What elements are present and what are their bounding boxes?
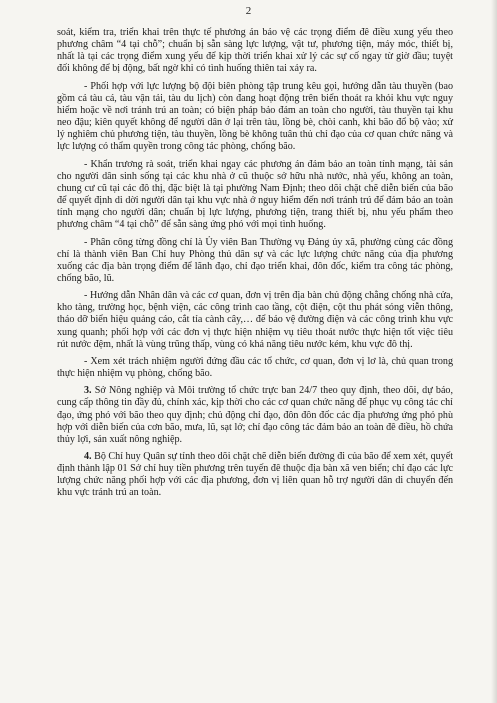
paragraph (57, 290, 453, 351)
paragraph (57, 159, 453, 232)
section-number: 4. (84, 451, 92, 462)
paragraph (57, 81, 453, 154)
paragraph-text: soát, kiểm tra, triển khai trên thực tế phương án bảo vệ các trọng điểm đê điều xung yếu theo phương châm “4 tại chỗ”; chuẩn bị sẵn sàng lực lượng, vật tư, phương tiện, máy móc, thiết bị, nhất là tại các trọng điểm xung yếu để kịp thời triển khai xử lý các sự cố ngay từ giờ đầu; tuyệt đối không để bị động, bất ngờ khi có tình huống thiên tai xảy ra. (57, 27, 453, 75)
paragraph-text: - Xem xét trách nhiệm người đứng đầu các tổ chức, cơ quan, đơn vị lơ là, chủ quan trong thực hiện nhiệm vụ phòng, chống bão. (57, 355, 453, 380)
paragraph (57, 356, 453, 380)
paragraph-text: Bộ Chỉ huy Quân sự tỉnh theo dõi chặt chẽ diễn biến đường đi của bão để xem xét, quyết định thành lập 01 Sở chỉ huy tiền phương trên tuyến đê thuộc địa bàn xã ven biển; chỉ đạo các lực lượng chức năng phối hợp với các địa phương, đơn vị liên quan hỗ trợ người dân di chuyển đến khu vực tránh trú an toàn. (57, 451, 453, 499)
numbered-paragraph (57, 385, 453, 446)
document-body (57, 27, 453, 505)
section-number: 3. (84, 385, 92, 397)
paragraph-text: - Hướng dẫn Nhân dân và các cơ quan, đơn vị trên địa bàn chủ động chằng chống nhà cửa, kho tàng, trường học, bệnh viện, các công trình cao tầng, cột điện, cột thu phát sóng viễn thông, tháo dỡ biển hiệu quảng cáo, cắt tỉa cành cây,… để bảo vệ đường điện và các công trình khu vực xung quanh; phối hợp với các đơn vị thực hiện nhiệm vụ tiêu thoát nước thực hiện tốt việc tiêu rút nước đệm, nhất là vùng trũng thấp, vùng có khả năng tiêu nước kém, khu vực đô thị. (57, 290, 453, 350)
numbered-paragraph (57, 451, 453, 500)
page-edge-shadow (491, 0, 497, 703)
paragraph-text: - Phân công từng đồng chí là Ủy viên Ban Thường vụ Đảng ủy xã, phường cùng các đồng chí là thành viên Ban Chỉ huy Phòng thủ dân sự và các lực lượng chức năng của địa phương xuống các địa bàn trọng điểm để lãnh đạo, chỉ đạo triển khai, đôn đốc, kiểm tra công tác phòng, chống bão, lũ. (57, 236, 453, 284)
paragraph-text: Sở Nông nghiệp và Môi trường tổ chức trực ban 24/7 theo quy định, theo dõi, dự báo, cung cấp thông tin đầy đủ, chính xác, kịp thời cho các cơ quan chức năng để phục vụ công tác chỉ đạo, ứng phó với bão theo quy định; chủ động chỉ đạo, đôn đôn đốc các địa phương ứng phó phù hợp với diễn biến của cơn bão, mưa, lũ, sạt lở; chỉ đạo công tác đảm bảo an toàn đê điều, hồ chứa thủy lợi, sản xuất nông nghiệp. (57, 385, 453, 445)
paragraph (57, 27, 453, 76)
paragraph (57, 237, 453, 286)
paragraph-text: - Khẩn trương rà soát, triển khai ngay các phương án đảm bảo an toàn tính mạng, tài sản cho người dân sinh sống tại các khu nhà ở cũ thuộc sở hữu nhà nước, nhà yếu, không an toàn, chung cư cũ tại các đô thị, đặc biệt là tại phường Nam Định; theo dõi chặt chẽ diễn biến của bão để quyết định di dời người dân tại khu vực nhà ở nguy hiểm đến nơi tránh trú để đảm bảo an toàn tính mạng cho người dân; chuẩn bị lực lượng, phương tiện, trang thiết bị, nhu yếu phẩm theo phương châm “4 tại chỗ” để sẵn sàng ứng phó với mọi tình huống. (57, 158, 453, 231)
page-number: 2 (245, 5, 252, 17)
paragraph-text: - Phối hợp với lực lượng bộ đội biên phòng tập trung kêu gọi, hướng dẫn tàu thuyền (bao gồm cả tàu cá, tàu vận tải, tàu du lịch) còn đang hoạt động trên biển thoát ra khỏi khu vực nguy hiểm hoặc về nơi tránh trú an toàn; có biện pháp bảo đảm an toàn cho người, tàu thuyền tại khu neo đậu; kiên quyết không để người dân ở lại trên tàu, lồng bè, chòi canh, khi bão đổ bộ vào; xử lý nghiêm chủ phương tiện, tàu thuyền, lồng bè không tuân thủ chỉ đạo của cơ quan chức năng và lực lượng có thẩm quyền trong công tác phòng, chống bão. (57, 80, 453, 153)
